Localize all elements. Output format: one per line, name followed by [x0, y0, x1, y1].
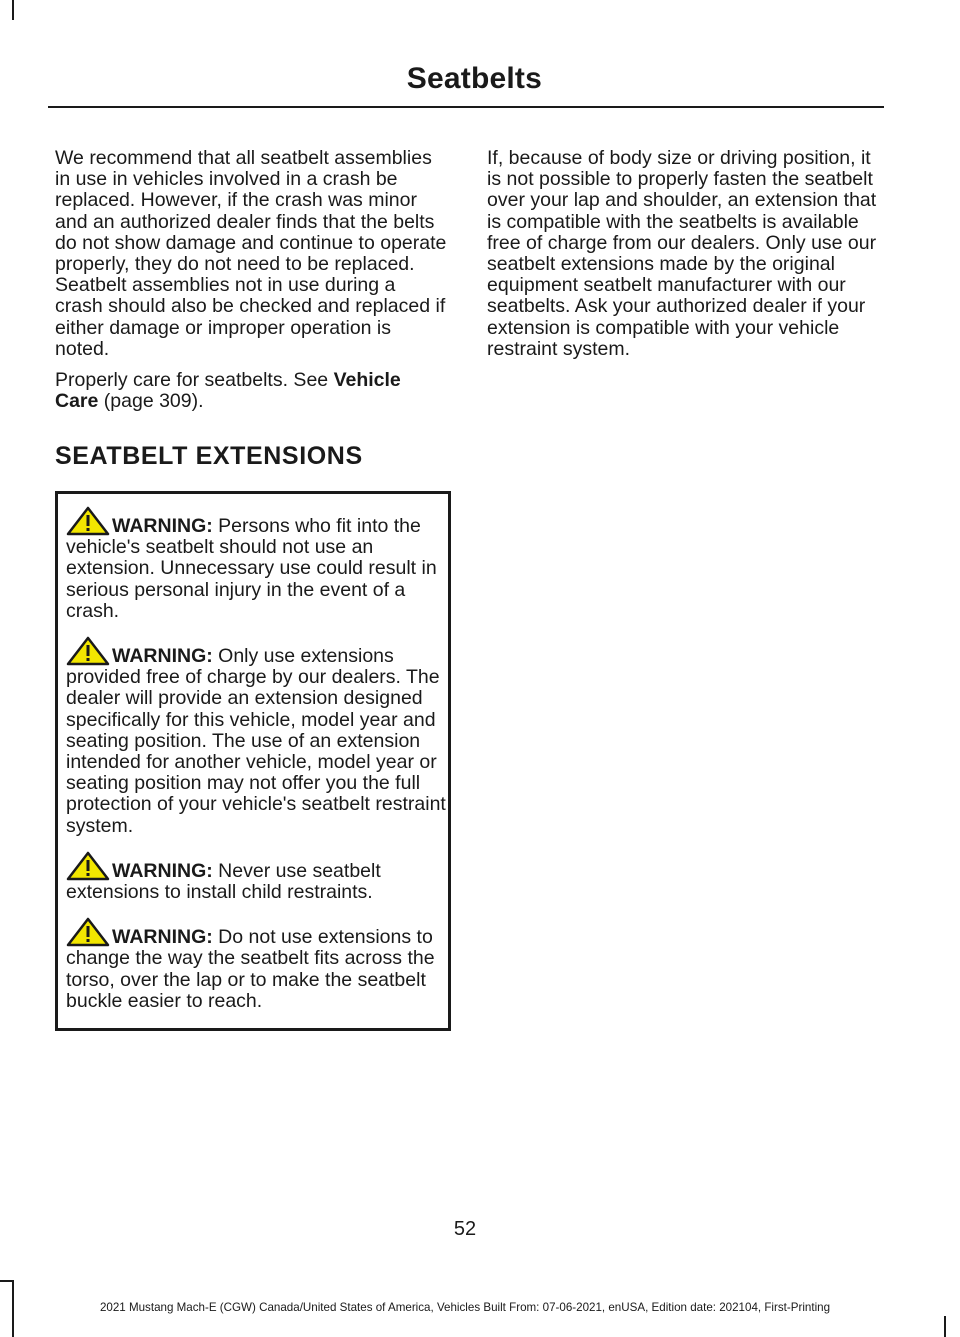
warning-text: Only use extensions provided free of charge by our dealers. The dealer will provide an extension designed specifically for this vehicle, model year and seating position. The use of an extension intended for another vehicle, model year or seating position may not offer you the full protection of your vehicle's seatbelt restraint system.	[66, 645, 446, 837]
section-title-seatbelt-extensions: SEATBELT EXTENSIONS	[55, 442, 363, 470]
warning-label: WARNING:	[112, 859, 213, 882]
paragraph-seatbelt-replacement: We recommend that all seatbelt assemblies in use in vehicles involved in a crash be replaced. However, if the crash was minor and an authorized dealer finds that the belts do not show damage and continue to operate properly, they do not need to be replaced. Seatbelt assemblies not in use during a crash should also be checked and replaced if either damage or improper operation is noted.	[55, 147, 447, 360]
warning-item	[66, 506, 448, 622]
warning-text: Never use seatbelt extensions to install child restraints.	[66, 859, 381, 904]
warning-item	[66, 917, 448, 1012]
footer-edition-info: 2021 Mustang Mach-E (CGW) Canada/United States of America, Vehicles Built From: 07-06-2021, enUSA, Edition date: 202104, First-Printing	[99, 1301, 831, 1314]
warning-triangle-icon	[66, 636, 110, 666]
warning-item	[66, 851, 448, 903]
crop-mark-bottom-right	[944, 1316, 946, 1337]
crop-mark-top-left	[12, 0, 14, 20]
vehicle-care-link[interactable]: Vehicle Care	[55, 369, 401, 413]
warning-text: Do not use extensions to change the way the seatbelt fits across the torso, over the lap or to make the seatbelt buckle easier to reach.	[66, 926, 435, 1012]
care-page-ref: (page 309).	[98, 390, 204, 413]
crop-mark-bottom-left-h	[0, 1280, 14, 1282]
warning-box	[55, 491, 451, 1031]
page-number: 52	[453, 1218, 477, 1240]
warning-item	[66, 636, 448, 837]
warning-label: WARNING:	[112, 926, 213, 949]
page-title: Seatbelts	[406, 62, 542, 95]
paragraph-extension-availability: If, because of body size or driving position, it is not possible to properly fasten the seatbelt over your lap and shoulder, an extension that is compatible with the seatbelts is available free of charge from our dealers. Only use our seatbelt extensions made by the original equipment seatbelt manufacturer with our seatbelts. Ask your authorized dealer if your extension is compatible with your vehicle restraint system.	[487, 147, 877, 360]
right-column	[487, 148, 880, 370]
warning-text: Persons who fit into the vehicle's seatbelt should not use an extension. Unnecessary use could result in serious personal injury in the event of a crash.	[66, 515, 437, 622]
warning-label: WARNING:	[112, 515, 213, 537]
care-text: Properly care for seatbelts. See	[55, 369, 334, 392]
header-divider	[48, 106, 884, 108]
paragraph-seatbelt-care	[55, 370, 447, 412]
left-column	[55, 148, 447, 422]
warning-triangle-icon	[66, 851, 110, 881]
warning-triangle-icon	[66, 506, 110, 536]
warning-triangle-icon	[66, 917, 110, 947]
warning-label: WARNING:	[112, 645, 213, 668]
